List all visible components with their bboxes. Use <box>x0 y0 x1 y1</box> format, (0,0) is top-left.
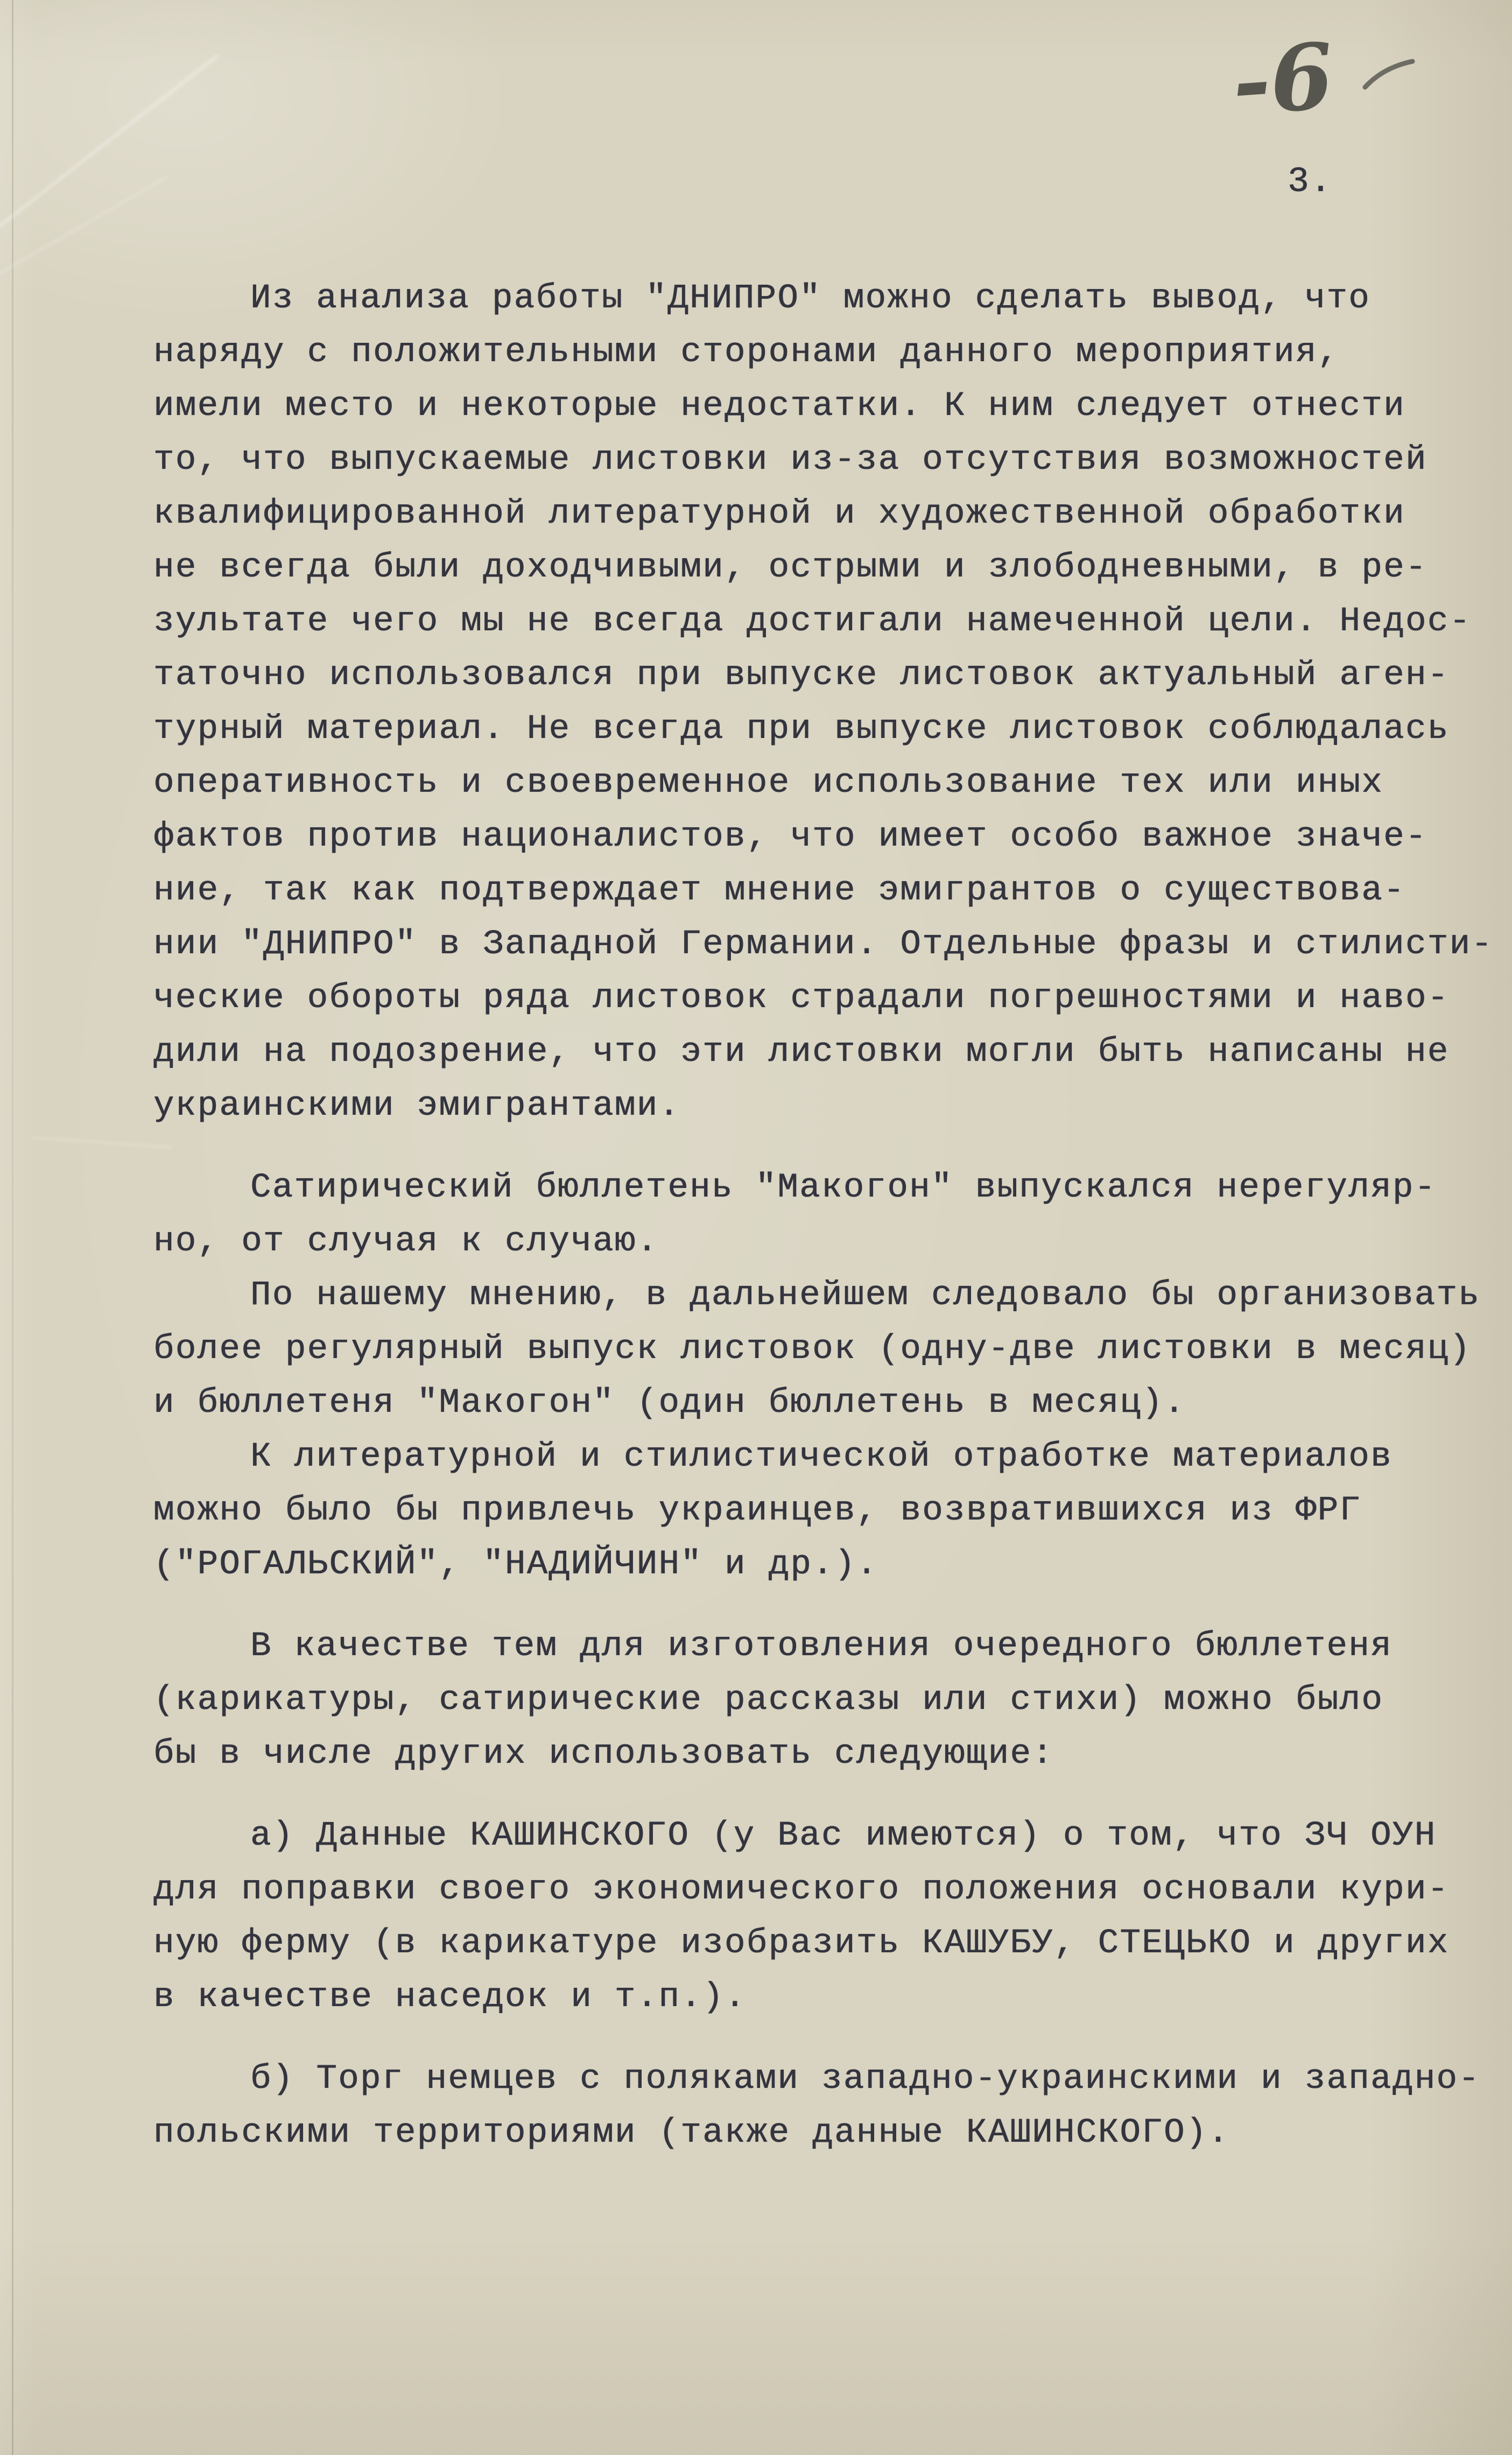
text-line: польскими территориями (также данные КАШИНСКОГО). <box>153 2114 1230 2152</box>
text-line: более регулярный выпуск листовок (одну-две листовки в месяц) <box>153 1330 1472 1369</box>
text-line: но, от случая к случаю. <box>153 1222 659 1261</box>
paragraph <box>153 1620 1478 1781</box>
document-body <box>153 272 1494 2160</box>
pen-tick-mark <box>1361 54 1420 97</box>
paragraph <box>153 2052 1481 2160</box>
text-line: ную ферму (в карикатуре изобразить КАШУБУ, СТЕЦЬКО и других <box>153 1924 1450 1963</box>
text-line: можно было бы привлечь украинцев, возвратившихся из ФРГ <box>153 1492 1362 1530</box>
text-line: имели место и некоторые недостатки. К ним следует отнести <box>153 387 1405 426</box>
page-number: 3. <box>1288 161 1333 202</box>
paragraph <box>153 1269 1481 1430</box>
text-line: К литературной и стилистической отработке материалов <box>250 1438 1393 1476</box>
paper-crease <box>0 175 168 290</box>
scan-edge-line <box>12 0 13 2455</box>
text-line: турный материал. Не всегда при выпуске листовок соблюдалась <box>153 710 1450 749</box>
text-line: оперативность и своевременное использование тех или иных <box>153 764 1384 803</box>
text-line: украинскими эмигрантами. <box>153 1087 681 1125</box>
text-line: таточно использовался при выпуске листовок актуальный аген- <box>153 656 1450 695</box>
text-line: в качестве наседок и т.п.). <box>153 1978 747 2017</box>
text-line: (карикатуры, сатирические рассказы или стихи) можно было <box>153 1681 1384 1720</box>
text-line: ческие обороты ряда листовок страдали погрешностями и наво- <box>153 979 1450 1018</box>
paragraph <box>153 1161 1478 1269</box>
text-line: По нашему мнению, в дальнейшем следовало бы организовать <box>250 1276 1481 1315</box>
text-line: а) Данные КАШИНСКОГО (у Вас имеются) о том, что ЗЧ ОУН <box>250 1817 1437 1855</box>
text-line: квалифицированной литературной и художественной обработки <box>153 495 1405 533</box>
paper-crease <box>0 54 219 229</box>
text-line: ("РОГАЛЬСКИЙ", "НАДИЙЧИН" и др.). <box>153 1545 878 1584</box>
text-line: нии "ДНИПРО" в Западной Германии. Отдельные фразы и стилисти- <box>153 925 1494 964</box>
text-line: не всегда были доходчивыми, острыми и злободневными, в ре- <box>153 548 1427 587</box>
text-line: б) Торг немцев с поляками западно-украинскими и западно- <box>250 2060 1481 2099</box>
text-line: Сатирический бюллетень "Макогон" выпускался нерегуляр- <box>250 1169 1437 1207</box>
handwritten-page-mark: -6 <box>1229 22 1337 136</box>
paragraph <box>153 1809 1478 2024</box>
text-line: для поправки своего экономического положения основали кури- <box>153 1870 1450 1909</box>
text-line: и бюллетеня "Макогон" (один бюллетень в месяц). <box>153 1384 1186 1423</box>
text-line: наряду с положительными сторонами данного мероприятия, <box>153 333 1340 372</box>
text-line: то, что выпускаемые листовки из-за отсутствия возможностей <box>153 441 1427 480</box>
text-line: ние, так как подтверждает мнение эмигрантов о существова- <box>153 871 1405 910</box>
text-line: Из анализа работы "ДНИПРО" можно сделать вывод, что <box>250 279 1371 318</box>
text-line: бы в числе других использовать следующие: <box>153 1735 1054 1774</box>
paragraph <box>153 272 1494 1133</box>
text-line: зультате чего мы не всегда достигали намеченной цели. Недос- <box>153 602 1472 641</box>
text-line: дили на подозрение, что эти листовки могли быть написаны не <box>153 1033 1450 1072</box>
text-line: В качестве тем для изготовления очередного бюллетеня <box>250 1627 1393 1666</box>
paragraph <box>153 1430 1478 1592</box>
paper-crease <box>32 1136 172 1149</box>
text-line: фактов против националистов, что имеет особо важное значе- <box>153 818 1427 856</box>
